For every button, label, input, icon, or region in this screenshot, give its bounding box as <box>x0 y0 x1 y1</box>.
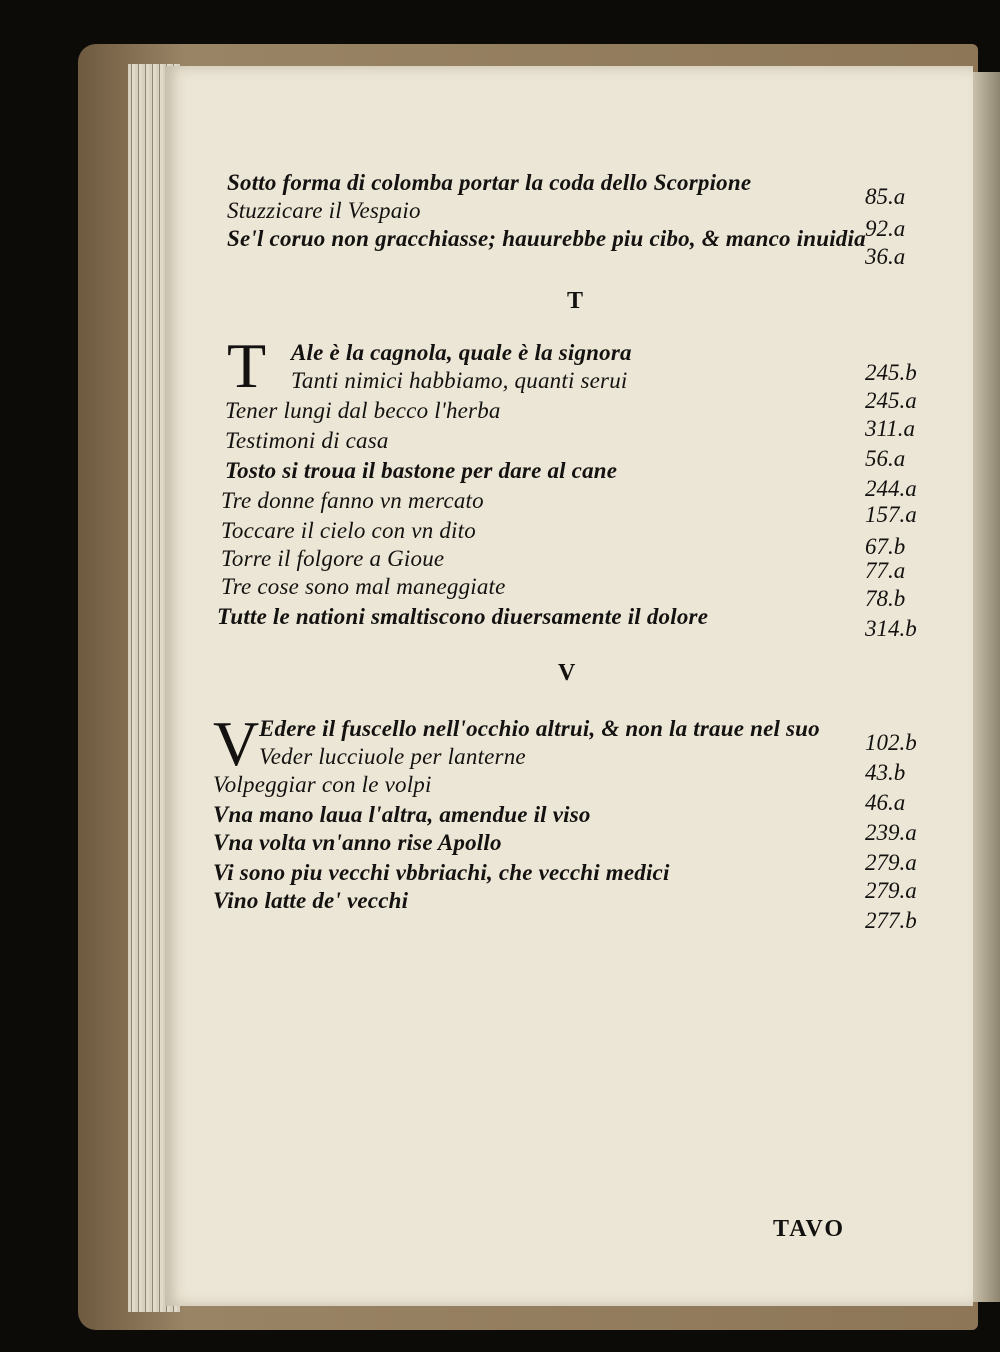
index-entry: Vino latte de' vecchi <box>213 888 409 913</box>
index-entry: Ale è la cagnola, quale è la signora <box>291 340 632 365</box>
page-reference: 78.b <box>865 586 906 611</box>
page-reference: 67.b <box>865 534 906 559</box>
index-entry: Sotto forma di colomba portar la coda dello Scorpione <box>227 170 752 195</box>
index-entry: Tutte le nationi smaltiscono diuersamente il dolore <box>217 604 709 629</box>
page-reference: 314.b <box>865 616 917 641</box>
page-reference: 85.a <box>865 184 906 209</box>
index-entry: Vna mano laua l'altra, amendue il viso <box>213 802 591 827</box>
index-entry: Tre donne fanno vn mercato <box>221 488 484 513</box>
index-entry: Tanti nimici habbiamo, quanti serui <box>291 368 628 393</box>
index-entry: Testimoni di casa <box>225 428 389 453</box>
section-header-v: V <box>558 660 576 686</box>
facing-page-edge <box>973 72 1000 1302</box>
dropcap-v: V <box>213 708 260 779</box>
page-reference: 277.b <box>865 908 917 933</box>
page-reference: 279.a <box>865 850 917 875</box>
index-entry: Edere il fuscello nell'occhio altrui, & non la traue nel suo <box>259 716 820 741</box>
catchword: TAVO <box>773 1216 845 1242</box>
index-entry: Se'l coruo non gracchiasse; hauurebbe piu cibo, & manco inuidia <box>227 226 866 251</box>
book-page <box>165 66 973 1306</box>
index-entry: Torre il folgore a Gioue <box>221 546 445 571</box>
page-reference: 244.a <box>865 476 917 501</box>
index-entry: Vna volta vn'anno rise Apollo <box>213 830 502 855</box>
index-entry: Tosto si troua il bastone per dare al cane <box>225 458 618 483</box>
index-entry: Tener lungi dal becco l'herba <box>225 398 501 423</box>
page-reference: 56.a <box>865 446 906 471</box>
index-entry: Vi sono piu vecchi vbbriachi, che vecchi medici <box>213 860 670 885</box>
dropcap-t: T <box>227 330 267 401</box>
page-reference: 36.a <box>865 244 906 269</box>
page-reference: 43.b <box>865 760 906 785</box>
page-reference: 245.b <box>865 360 917 385</box>
page-reference: 102.b <box>865 730 917 755</box>
index-entry: Volpeggiar con le volpi <box>213 772 432 797</box>
section-header-t: T <box>567 288 584 314</box>
index-entry: Tre cose sono mal maneggiate <box>221 574 506 599</box>
page-reference: 157.a <box>865 502 917 527</box>
page-reference: 46.a <box>865 790 906 815</box>
index-entry: Toccare il cielo con vn dito <box>221 518 476 543</box>
index-entry: Veder lucciuole per lanterne <box>259 744 526 769</box>
page-reference: 311.a <box>865 416 916 441</box>
page-reference: 279.a <box>865 878 917 903</box>
page-reference: 245.a <box>865 388 917 413</box>
index-entry: Stuzzicare il Vespaio <box>227 198 421 223</box>
page-reference: 239.a <box>865 820 917 845</box>
page-reference: 77.a <box>865 558 906 583</box>
page-reference: 92.a <box>865 216 906 241</box>
